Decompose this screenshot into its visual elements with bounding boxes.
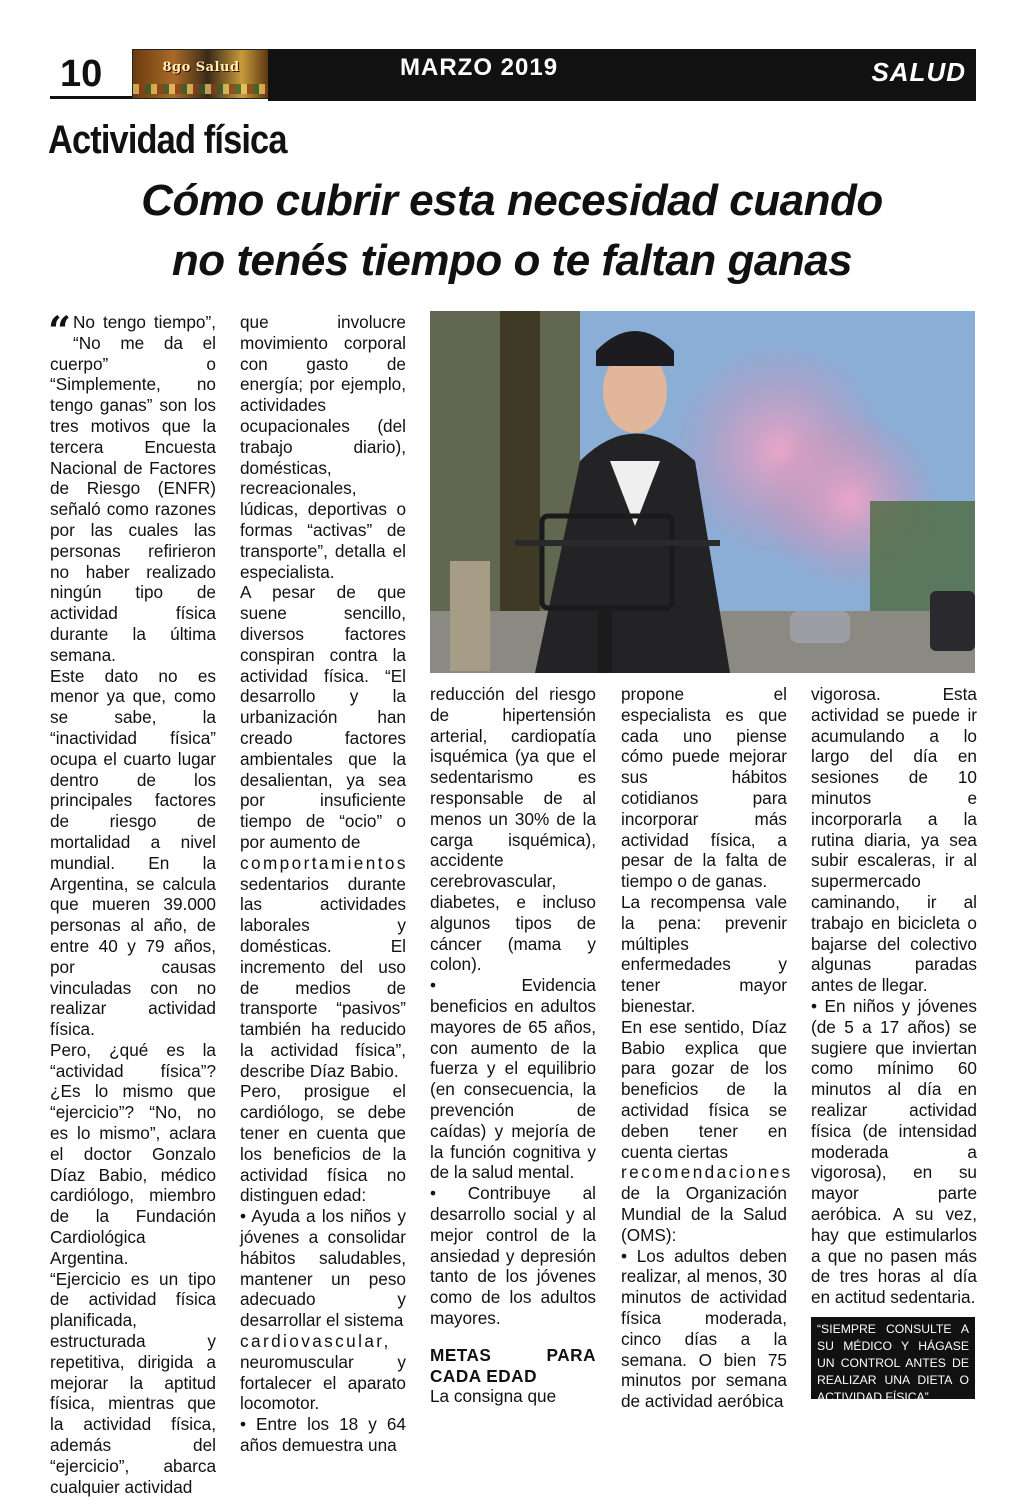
bullet-item: • Contribuye al desarrollo social y al mejor control de la ansiedad y depresión tanto de los jóvenes como de los adultos mayores.: [430, 1183, 596, 1328]
paragraph: “Ejercicio es un tipo de actividad física planificada, estructurada y repetitiva, dirigida a mejorar la aptitud física, mientras que la actividad física, además del “ejercicio”, abarca cualquier actividad: [50, 1268, 216, 1497]
cyclist-illustration: [430, 311, 975, 673]
paragraph: [48, 308, 216, 666]
bullet-item: • Evidencia beneficios en adultos mayores de 65 años, con aumento de la fuerza y el equilibrio (en consecuencia, la prevención de caídas) y mejoría de la función cognitiva y de la salud mental.: [430, 975, 596, 1183]
paragraph: neuromuscular y fortalecer el aparato locomotor.: [240, 1351, 406, 1414]
paragraph: En ese sentido, Díaz Babio explica que para gozar de los beneficios de la actividad física se deben tener en cuenta ciertas: [621, 1016, 787, 1162]
bullet-item: • Los adultos deben realizar, al menos, 30 minutos de actividad física moderada, cinco días a la semana. O bien 75 minutos por semana de actividad aeróbica: [621, 1245, 787, 1412]
headline-line-2: no tenés tiempo o te faltan ganas: [171, 236, 853, 285]
article-column-5: [811, 684, 977, 1308]
article-column-3: [430, 684, 596, 1407]
page-number-rule: [50, 96, 136, 99]
bullet-item: • Entre los 18 y 64 años demuestra una: [240, 1414, 406, 1456]
article-kicker: Actividad física: [48, 118, 287, 162]
paragraph: de la Organización Mundial de la Salud (OMS):: [621, 1183, 787, 1245]
header-bar: [268, 49, 976, 101]
advice-box: “SIEMPRE CONSULTE A SU MÉDICO Y HÁGASE UN CONTROL ANTES DE REALIZAR UNA DIETA O ACTIVIDAD FÍSICA”: [811, 1317, 975, 1399]
paragraph: reducción del riesgo de hipertensión arterial, cardiopatía isquémica (ya que el sedentarismo es responsable de al menos un 30% de la carga isquémica), accidente cerebrovascular, diabetes, e incluso algunos tipos de cáncer (mama y colon).: [430, 684, 596, 975]
article-photo-cyclist: [430, 311, 975, 673]
car: [790, 611, 850, 643]
paragraph: A pesar de que suene sencillo, diversos factores conspiran contra la actividad física. “El desarrollo y la urbanización han creado factores ambientales que la desalientan, ya sea por insuficiente tiempo de “ocio” o por aumento de: [240, 582, 406, 852]
bike-fork: [598, 608, 612, 673]
paragraph-text: No tengo tiempo”, “No me da el cuerpo” o “Simplemente, no tengo ganas” son los tres motivos que la tercera Encuesta Nacional de Factores de Riesgo (ENFR) señaló como razones por las cuales las personas refirieron no haber realizado ningún tipo de actividad física durante la última semana.: [50, 312, 216, 665]
page-number: 10: [60, 53, 103, 95]
logo-text: 8go Salud: [162, 60, 240, 75]
section-title: SALUD: [871, 57, 966, 87]
paragraph: que involucre movimiento corporal con gasto de energía; por ejemplo, actividades ocupacionales (del trabajo diario), domésticas, recreacionales, lúdicas, deportivas o formas “activas” de transporte”, detalla el especialista.: [240, 312, 406, 582]
open-quote-mark: “: [48, 308, 72, 355]
headline-line-1: Cómo cubrir esta necesidad cuando: [141, 176, 883, 225]
paragraph: La recompensa vale la pena: prevenir múltiples enfermedades y tener mayor bienestar.: [621, 891, 787, 1016]
paragraph-spaced-word: recomendaciones: [621, 1162, 793, 1183]
logo-decoration: [133, 84, 269, 94]
article-column-1: [48, 308, 216, 1497]
paragraph: vigorosa. Esta actividad se puede ir acumulando a lo largo del día en sesiones de 10 minutos e incorporarla a la rutina diaria, ya sea subir escaleras, ir al supermercado caminando, ir al trabajo en bicicleta o bajarse del colectivo algunas paradas antes de llegar.: [811, 684, 977, 996]
paragraph: Este dato no es menor ya que, como se sabe, la “inactividad física” ocupa el cuarto lugar dentro de los principales factores de riesgo de mortalidad a nivel mundial. En la Argentina, se calcula que mueren 39.000 personas al año, de entre 40 y 79 años, por causas vinculadas con no realizar actividad física.: [50, 665, 216, 1040]
paragraph: sedentarios durante las actividades laborales y domésticas. El incremento del uso de medios de transporte “pasivos” también ha reducido la actividad física”, describe Díaz Babio.: [240, 873, 406, 1081]
publication-logo: [132, 49, 270, 99]
paragraph: propone el especialista es que cada uno piense cómo puede mejorar sus hábitos cotidianos para incorporar más actividad física, a pesar de la falta de tiempo o de ganas.: [621, 684, 787, 892]
paragraph-spaced-word: comportamientos: [240, 852, 408, 873]
article-column-4: [621, 684, 793, 1412]
paragraph: La consigna que: [430, 1386, 557, 1407]
car: [930, 591, 975, 651]
paragraph: Pero, ¿qué es la “actividad física”? ¿Es lo mismo que “ejercicio”? “No, no es lo mismo”, aclara el doctor Gonzalo Díaz Babio, médico cardiólogo, miembro de la Fundación Cardiológica Argentina.: [50, 1039, 216, 1268]
article-column-2: [240, 312, 406, 1456]
issue-date: MARZO 2019: [400, 54, 559, 81]
stone-post: [450, 561, 490, 671]
bullet-item: • Ayuda a los niños y jóvenes a consolidar hábitos saludables, mantener un peso adecuado y desarrollar el sistema: [240, 1206, 406, 1331]
paragraph: Pero, prosigue el cardiólogo, se debe tener en cuenta que los beneficios de la actividad física no distinguen edad:: [240, 1081, 406, 1206]
paragraph-spaced-word: cardiovascular,: [240, 1331, 391, 1352]
subheading: METAS PARA CADA EDAD: [430, 1344, 596, 1386]
bullet-item: • En niños y jóvenes (de 5 a 17 años) se sugiere que inviertan como mínimo 60 minutos al día en realizar actividad física (de intensidad moderada a vigorosa), en su mayor parte aeróbica. A su vez, hay que estimularlos a que no pasen más de tres horas al día en actitud sedentaria.: [811, 995, 977, 1308]
